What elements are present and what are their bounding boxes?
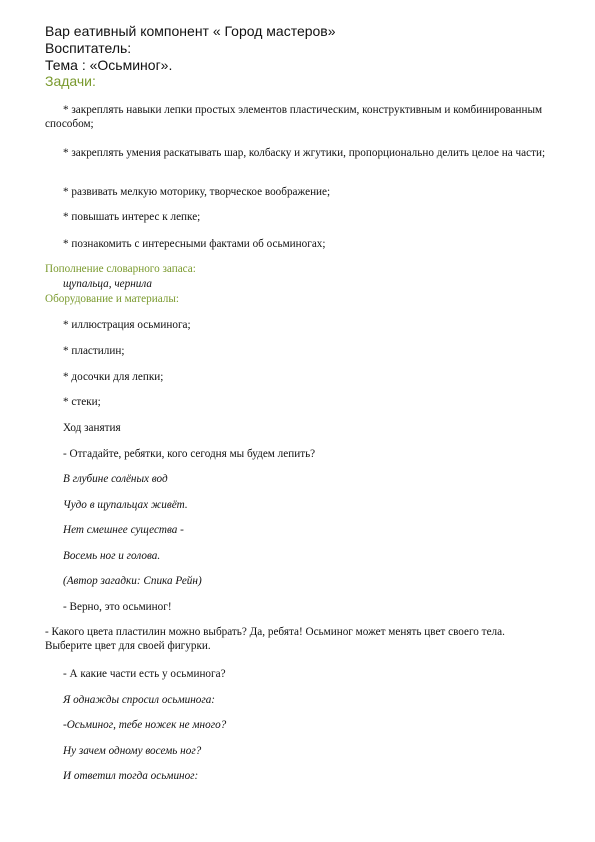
riddle-line-2: Чудо в щупальцах живёт. (63, 499, 188, 511)
task-item-2: * закреплять умения раскатывать шар, колбаску и жгутики, пропорционально делить целое на части; (63, 147, 546, 159)
riddle-line-3: Нет смешнее существа - (63, 524, 184, 536)
header-topic: Тема : «Осьминог». (45, 57, 173, 73)
materials-heading: Оборудование и материалы: (45, 293, 179, 305)
task-item-5: * познакомить с интересными фактами об осьминогах; (63, 238, 326, 250)
material-item-3: * досочки для лепки; (63, 371, 164, 383)
material-item-4: * стеки; (63, 396, 101, 408)
riddle-line-4: Восемь ног и голова. (63, 550, 161, 562)
task-item-3: * развивать мелкую моторику, творческое воображение; (63, 186, 331, 198)
material-item-1: * иллюстрация осьминога; (63, 319, 191, 331)
poem-line-3: Ну зачем одному восемь ног? (63, 745, 202, 757)
task-item-4: * повышать интерес к лепке; (63, 211, 201, 223)
riddle-author: (Автор загадки: Спика Рейн) (63, 575, 202, 587)
tasks-heading: Задачи: (45, 73, 96, 89)
riddle-line-1: В глубине солёных вод (63, 473, 168, 485)
lesson-paragraph-color: - Какого цвета пластилин можно выбрать? Да, ребята! Осьминог может менять цвет своего тела. Выберите цвет для своей фигурки. (45, 626, 505, 652)
poem-line-1: Я однажды спросил осьминога: (63, 694, 216, 706)
vocabulary-words: щупальца, чернила (63, 278, 152, 290)
lesson-heading: Ход занятия (63, 422, 121, 434)
poem-line-2: -Осьминог, тебе ножек не много? (63, 719, 227, 731)
lesson-line-1: - Отгадайте, ребятки, кого сегодня мы будем лепить? (63, 448, 316, 460)
lesson-line-2: - Верно, это осьминог! (63, 601, 172, 613)
lesson-line-3: - А какие части есть у осьминога? (63, 668, 226, 680)
header-title: Вар еативный компонент « Город мастеров» (45, 23, 336, 39)
header-educator: Воспитатель: (45, 40, 132, 56)
poem-line-4: И ответил тогда осьминог: (63, 770, 199, 782)
task-item-1: * закреплять навыки лепки простых элементов пластическим, конструктивным и комбинированным способом; (45, 104, 543, 130)
vocabulary-heading: Пополнение словарного запаса: (45, 263, 196, 275)
material-item-2: * пластилин; (63, 345, 125, 357)
